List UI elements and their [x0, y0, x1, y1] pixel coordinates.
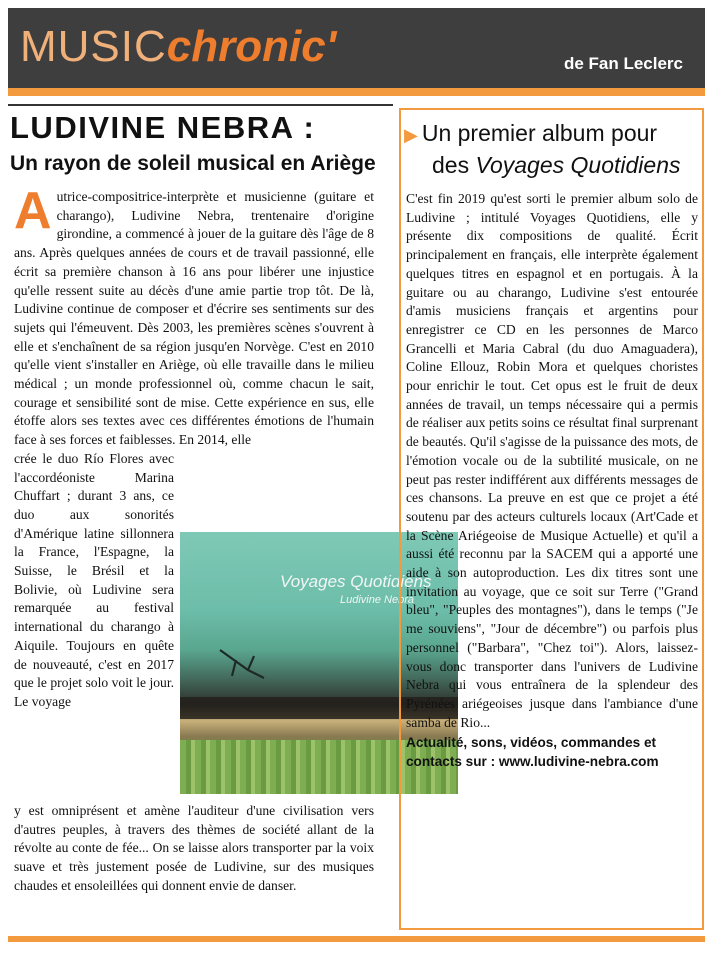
header-banner [8, 8, 705, 88]
sidebar-title-line2-album: Voyages Quotidiens [475, 152, 681, 178]
left-paragraph: utrice-compositrice-interprète et musicienne (guitare et charango), Ludivine Nebra, trentenaire d'origine girondine, a commencé à jouer de la guitare dès l'âge de 8 ans. Après quelques années de cours et de travail passionné, elle écrit sa première chanson à 16 ans pour libérer une injustice qu'elle ressent suite au décès d'une amie partie trop tôt. De là, Ludivine continue de composer et d'écrire ses sentiments sur des sujets qui l'émeuvent. Dès 2003, les premières scènes s'ouvrent à elle et s'enchaînent de sa région jusqu'en Norvège. C'est en 2010 qu'elle vient s'installer en Ariège, où elle travaille dans le milieu médical ; un monde professionnel où, comme chacun le sait, courage et sensibilité sont de mise. Cette expérience en sus, elle étoffe alors ses textes avec ces différentes émotions de l'humain face à ses forces et faiblesses. En 2014, elle [14, 189, 374, 448]
header-underline [8, 88, 705, 96]
left-narrow-paragraph: crée le duo Río Flores avec l'accordéoniste Marina Chuffart ; durant 3 ans, ce duo aux sonorités d'Amérique latine sillonnera la France, l'Espagne, la Suisse, le Brésil et la Bolivie, où Ludivine sera remarquée au festival international du charango à Aiquile. Toujours en quête de nouveauté, c'est en 2017 que le projet solo voit le jour. Le voyage [14, 450, 174, 709]
article-title: LUDIVINE NEBRA : [10, 110, 316, 145]
title-rule [8, 104, 393, 106]
logo-chronic: chronic' [166, 22, 337, 71]
sidebar-title [404, 118, 704, 180]
sidebar-body [406, 190, 698, 772]
album-artist-text: Ludivine Nebra [340, 594, 414, 606]
sidebar-title-line1: Un premier album pour [421, 120, 658, 146]
drop-cap: A [14, 182, 52, 240]
album-title-text: Voyages Quotidiens [280, 572, 432, 591]
branch-icon [218, 642, 268, 682]
left-closing-paragraph: y est omniprésent et amène l'auditeur d'une civilisation vers d'autres peuples, à travers des thèmes de société allant de la révolte au conte de fée... On se laisse alors transporter par la voix suave et très justement posée de Ludivine, sur des musiques chaudes et ensoleillées qui donnent envie de danser. [14, 803, 374, 893]
column-logo [20, 22, 336, 72]
author-byline: de Fan Leclerc [563, 54, 683, 73]
article-subtitle: Un rayon de soleil musical en Ariège [10, 152, 376, 175]
sidebar-paragraph: C'est fin 2019 qu'est sorti le premier album solo de Ludivine ; intitulé Voyages Quotidiens, elle y présente dix compositions de qualité. Écrit principalement en français, elle interprète également quelques titres en espagnol et en portugais. À la guitare ou au charango, Ludivine s'est entourée d'amis musiciens français et argentins pour enregistrer ce CD en les personnes de Marco Grancelli et Maria Cabral (du duo Amaguadera), Coline Ellouz, Robin Mora et quelques choristes pour enrichir le tout. Cet opus est le fruit de deux années de travail, un temps nécessaire qui a permis de réaliser aux petits soins ce résultat final surprenant de beautés. Qu'il s'agisse de la puissance des mots, de l'émotion vocale ou de la subtilité musicale, on ne peut pas rester indifférent aux différents messages de ces chansons. La preuve en est que ce projet a été soutenu par des acteurs culturels locaux (Art'Cade et la Scène Ariégeoise de Musique Actuelle) et qu'il a aussi été reconnu par la SACEM qui a apporté une aide à son autoproduction. Les dix titres sont une invitation au voyage, que ce soit sur Terre ("Grand bleu", "Peuples des montagnes"), dans le temps ("Je me souviens", "Jour de décembre") ou parfois plus personnel ("Barbara", "Chez toi"). Alors, laissez-vous donc transporter dans l'univers de Ludivine Nebra qui vous entraînera de la splendeur des Pyrénées ariégeoises jusque dans l'ambiance d'une samba de Rio... [406, 191, 698, 730]
sidebar-title-line2-prefix: des [432, 152, 476, 178]
contact-line: Actualité, sons, vidéos, commandes et contacts sur : www.ludivine-nebra.com [406, 735, 659, 770]
footer-rule [8, 936, 705, 942]
logo-music: MUSIC [20, 22, 167, 71]
play-arrow-icon: ▶ [404, 125, 418, 145]
left-closing-column [14, 802, 374, 896]
